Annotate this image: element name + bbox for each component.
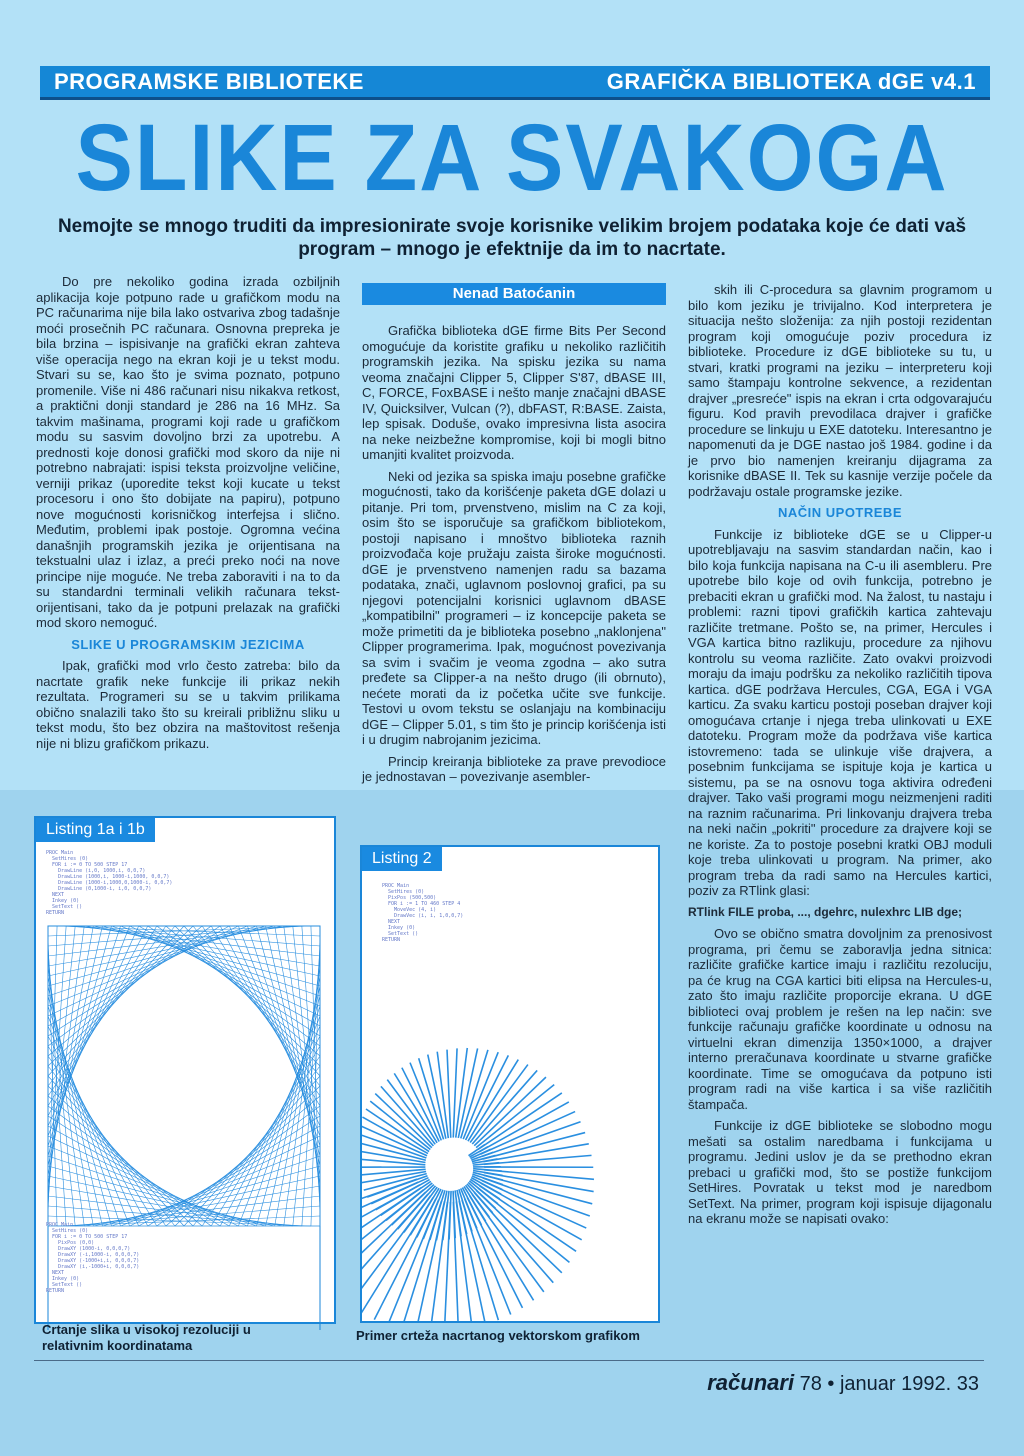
- string-art-line: [48, 926, 302, 946]
- listing-1a-code: PROC Main SetHires (0) FOR i := 0 TO 500 STEP 17 DrawLine (i,0, 1000,i, 0,0,7) DrawLine (1000,i, 1000-i,1000, 0,0,7) DrawLine (1000-i,1000,0,1000-i, 0,0,7) DrawLine (0,1000-i, i,0, 0,0,7) NEXT Inkey (0) SetText () RETURN: [46, 850, 173, 916]
- string-art-line: [229, 926, 320, 1126]
- string-art-line: [48, 926, 202, 1056]
- listing-1-box: [34, 816, 336, 1324]
- spiral-vector-line: [463, 1052, 498, 1139]
- string-art-line: [238, 926, 320, 1136]
- topic-label: GRAFIČKA BIBLIOTEKA dGE v4.1: [606, 68, 976, 94]
- paragraph: Funkcije iz dGE biblioteke se slobodno mogu mešati sa ostalim naredbama i funkcijama u programu. Jedini uslov je da se prethodno ekran prebaci u grafički mod, što se postiže funkcijom SetHires. Povratak u tekst mod je naredbom SetText. Na primer, program koji ispisuje dijagonalu na ekranu može se napisati ovako:: [688, 1118, 992, 1226]
- listing-2-code: PROC Main SetHires (0) PixPos (500,500) FOR i := 1 TO 460 STEP 4 MoveVec (4, i) DrawVec (i, i, 1,0,0,7) NEXT Inkey (0) SetText () RETURN: [382, 883, 464, 943]
- article-lede: Nemojte se mnogo truditi da impresionirate svoje korisnike velikim brojem podataka koje će dati vaš program – mnogo je efektnije da im to nacrtate.: [57, 216, 967, 260]
- string-art-line: [48, 926, 229, 1026]
- vector-spiral-figure: [362, 847, 658, 1321]
- spiral-vector-line: [430, 1202, 447, 1321]
- string-art-line: [130, 1136, 320, 1226]
- text-column-2: [362, 283, 666, 791]
- string-art-line: [184, 926, 320, 1076]
- string-art-line: [48, 926, 238, 1016]
- string-art-line: [184, 1076, 320, 1226]
- spiral-vector-line: [447, 1050, 451, 1138]
- paragraph: Neki od jezika sa spiska imaju posebne grafičke mogućnosti, tako da korišćenje paketa dGE dolazi u pitanje. Pri tom, prvenstveno, mislim na C za koji, osim što se isporučuje sa grafičkom bibliotekom, postoji napisano i mnoštvo biblioteka raznih proizvođača koje pružaju zaista široke mogućnosti. dGE je prvenstveno namenjen radu sa bazama podataka, znači, uglavnom poslovnoj grafici, pa su njegovi potencijalni korisnici uglavnom dBASE „kompatibilni" programeri – iz koncepcije paketa se može primetiti da je biblioteka posebno „naklonjena" Clipper programerima. Ipak, mogućnost povezivanja sa svim i svačim je veoma zgodna – ako sutra pređete sa Clipper-a na nešto drugo (ili obrnuto), nećete morati da iz početka učite sve funkcije. Testovi u ovom tekstu se oslanjaju na kombinaciju dGE – Clipper 5.01, s tim što je princip korišćenja isti i u drugim nabrojanim jezicima.: [362, 468, 666, 747]
- code-example: RTlink FILE proba, ..., dgehrc, nulexhrc LIB dge;: [688, 904, 963, 919]
- paragraph: Funkcije iz biblioteke dGE se u Clipper-u upotrebljavaju na sasvim standardan način, kao i bilo koja funkcija napisana na C-u ili asembleru. Pre upotrebe bilo koje od ovih funkcija, potrebno je prebaciti ekran u grafički mod. Na žalost, tu nastaju i problemi: razni tipovi grafičkih kartica zahtevaju različite tretmane. Pošto se, na primer, Hercules i VGA kartica bitno razlikuju, procedure za njihovu kontrolu su veoma različite. Zato ovakvi proizvodi moraju da imaju podršku za nekoliko različitih tipova kartica. dGE podržava Hercules, CGA, EGA i VGA karticu. Za svaku karticu postoji poseban drajver koji omogućava crtanje i njega treba ulinkovati u EXE datoteku. Program može da podržava više kartica istovremeno: tada se ulinkuje više drajvera, a posebnim funkcijama se ispituje koja je kartica u sistemu, pa se na osnovu toga aktivira određeni drajver. Tako vaši programi mogu neizmenjeni raditi na raznim računarima. Pri linkovanju drajvera treba na neki način „pokriti" procedure za drajvere koji se ne koriste. Za to postoje posebni kratki OBJ moduli koje treba ulinkovati u program. Na primer, ako program treba da radi samo na Hercules kartici, poziv za RTlink glasi:: [688, 526, 992, 898]
- paragraph: Grafička biblioteka dGE firme Bits Per Second omogućuje da koristite grafiku u nekoliko različitih programskih jezika. Na spisku jezika su nama veoma značajni Clipper 5, Clipper S'87, dBASE III, C, FORCE, FoxBASE i nešto manje značajni dBASE IV, Quicksilver, Vulcan (?), dbFAST, R:BASE. Zaista, lep spisak. Doduše, ovako impresivna lista asocira na neke neizbežne kompromise, koji bi mogli bitno umanjiti kvalitet proizvoda.: [362, 323, 666, 462]
- spiral-vector-line: [362, 1125, 427, 1155]
- spiral-vector-line: [482, 1122, 581, 1157]
- text-column-1: [36, 274, 340, 757]
- spiral-vector-line: [453, 1048, 457, 1137]
- listing-2-title: Listing 2: [362, 847, 442, 871]
- paragraph: Ipak, grafički mod vrlo često zatreba: bilo da nacrtate grafik neke funkcije ili prikaz nekih rezultata. Programeri su se u takvim prilikama obično snalazili tako što su kreirali približnu sliku u tekst modu, što bez obzira na maštovitost rešenja nije ni blizu grafičkom prikazu.: [36, 658, 340, 751]
- string-art-line: [48, 1056, 166, 1226]
- text-column-3: [688, 282, 992, 1233]
- listing-1b-code: PROC Main SetHires (0) FOR i := 0 TO 500 STEP 17 PixPos (0,0) DrawXY (1000-i, 0,0,0,7) DrawXY (-i,1000-i, 0,0,0,7) DrawXY (-1000+i,i, 0,0,0,7) DrawXY (i,-1000+i, 0,0,0,7) NEXT Inkey (0) SetText () RETURN: [46, 1222, 140, 1294]
- magazine-name: računari: [707, 1370, 795, 1395]
- listing-1-title: Listing 1a i 1b: [36, 818, 155, 842]
- string-art-line: [202, 926, 320, 1096]
- spiral-vector-line: [362, 1169, 426, 1175]
- paragraph: Do pre nekoliko godina izrada ozbiljnih aplikacija koje potpuno rade u grafičkom modu na PC računarima nije bila lako ostvariva zbog tadašnje moći prosečnih PC računara. Osnovna prepreka je bila brzina – ispisivanje na grafički ekran zahteva više operacija nego na ekran koji je u tekst modu. Stvari su se, kao što je svima poznato, potpuno promenile. Više ni 486 računari nisu nikakva retkost, a praktični donji standard je 286 na 16 MHz. Sa takvim mašinama, programi koji rade u grafičkom modu su sasvim dovoljno brzi za upotrebu. A prednosti koje donosi grafički mod skoro da nije ni potrebno nabrajati: ispisi teksta proizvoljne veličine, verniji prikaz (uporedite tekst koji kucate u tekst procesoru i ono što dobijate na papiru), potpuno nove mogućnosti korisničkog interfejsa i slično. Međutim, problemi ipak postoje. Ogromna većina današnjih programskih jezika je orijentisana na tekstualni ulaz i izlaz, a preći preko noći na nove principe nije moguće. Ne treba zaboraviti i na to da su standardni terminali velikih računara tekst-orijentisani, tako da je potpuni prelazak na grafički mod skoro nemoguć.: [36, 274, 340, 630]
- string-art-line: [48, 1036, 148, 1226]
- string-art-line: [48, 1076, 184, 1226]
- article-headline: SLIKE ZA SVAKOGA: [75, 105, 949, 211]
- string-art-line: [48, 1016, 130, 1226]
- listing-2-box: [360, 845, 660, 1323]
- spiral-vector-line: [362, 1159, 425, 1165]
- footer-rule: [34, 1360, 984, 1361]
- string-art-line: [48, 926, 220, 1036]
- string-art-line: [48, 1026, 139, 1226]
- listing-2-caption: Primer crteža nacrtanog vektorskom grafikom: [356, 1328, 640, 1343]
- issue-info: 78 • januar 1992. 33: [799, 1373, 979, 1395]
- paragraph: Princip kreiranja biblioteke za prave prevodioce je jednostavan – povezivanje asembler-: [362, 753, 666, 784]
- subheading: NAČIN UPOTREBE: [777, 505, 902, 520]
- subheading: SLIKE U PROGRAMSKIM JEZICIMA: [71, 636, 305, 652]
- string-art-line: [220, 926, 320, 1116]
- spiral-vector-line: [453, 1202, 458, 1321]
- string-art-line: [139, 1126, 320, 1226]
- spiral-vector-line: [483, 1178, 590, 1216]
- section-label: PROGRAMSKE BIBLIOTEKE: [54, 68, 364, 94]
- spiral-vector-line: [484, 1155, 592, 1164]
- paragraph: Ovo se obično smatra dovoljnim za prenosivost programa, pri čemu se zaboravlja jedna sitnica: različite grafičke kartice imaju i različitu rezoluciju, pa će krug na CGA kartici biti elipsa na Hercules-u, zato što imaju različite proporcije ekrana. U dGE biblioteci ovaj problem je rešen na lep način: sve funkcije računaju grafičke koordinate u odnosu na virtuelni ekran dimenzija 1350×1000, a drajver interno preračunava koordinate u stvarne grafičke koordinate. Time se omogućava da potpuno isti program radi na više kartica i sa više različitih štampača.: [688, 926, 992, 1112]
- author-byline: Nenad Batoćanin: [362, 283, 666, 305]
- string-art-line: [148, 1116, 320, 1226]
- listing-1-caption: Crtanje slika u visokoj rezoluciji u relativnim koordinatama: [42, 1322, 251, 1353]
- string-art-line: [48, 926, 184, 1076]
- page-footer: [707, 1370, 979, 1396]
- section-banner: [40, 66, 990, 100]
- spiral-vector-line: [410, 1063, 441, 1141]
- paragraph: skih ili C-procedura sa glavnim programom u bilo kom jeziku je trivijalno. Kod interpretera je situacija nešto složenija: za njih postoji rezidentan program koji omogućuje poziv procedura iz biblioteke. Procedure iz dGE biblioteke su tu, u stvari, kratki programi na jeziku – interpreteru koji samo štampaju kontrolne sekvence, a rezidentan drajver „presreće" ispis na ekran i crta odgovarajuću figuru. Kod pravih prevodilaca drajver i grafičke procedure se linkuju u EXE datoteku. Interesantno je napomenuti da je DGE nastao još 1984. godine i da je prvo bio namenjen kreiranju dijagrama za korisnike dBASE II. Tek su kasnije verzije počele da podržavaju ostale programske jezike.: [688, 282, 992, 499]
- spiral-vector-line: [362, 1194, 428, 1298]
- string-art-line: [166, 1096, 320, 1226]
